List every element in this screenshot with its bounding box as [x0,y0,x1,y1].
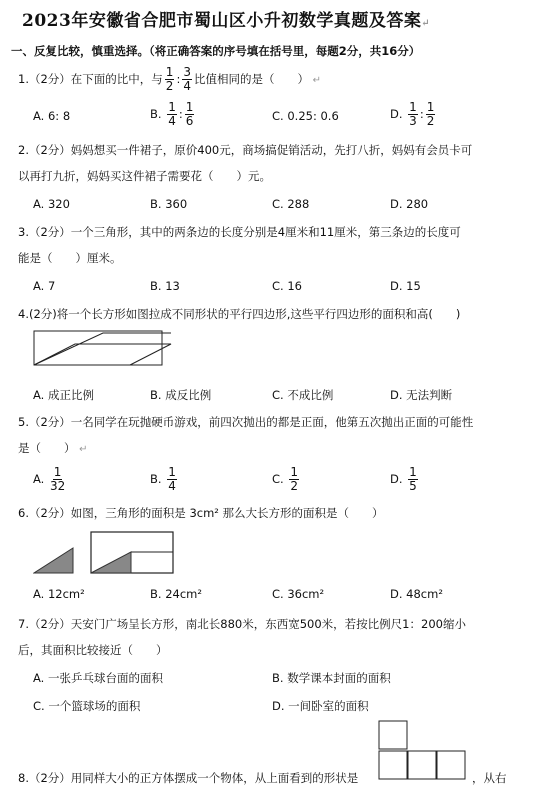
q7-option-b: B. 数学课本封面的面积 [272,671,391,685]
q4-option-c: C. 不成比例 [272,388,334,402]
triangle-rectangle-figure [33,530,183,576]
question-8-tail: ，从右 [472,771,507,785]
question-3-line-1: 3.（2分）一个三角形，其中的两条边的长度分别是4厘米和11厘米，第三条边的长度可 [18,225,461,239]
q2-option-a: A. 320 [33,197,70,211]
fraction: $\frac{1}{2}$ [165,65,174,93]
q4-option-a: A. 成正比例 [33,388,94,402]
q3-option-c: C. 16 [272,279,302,293]
top-view-figure [378,720,468,782]
q6-option-d: D. 48cm² [390,587,443,601]
q2-option-d: D. 280 [390,197,429,211]
q5-option-c: C. $\frac{1}{2}$ [272,465,298,493]
q3-option-d: D. 15 [390,279,421,293]
q7-option-a: A. 一张乒乓球台面的面积 [33,671,163,685]
q1-option-d: D. $\frac{1}{3}$ : $\frac{1}{2}$ [390,100,435,128]
question-6: 6.（2分）如图，三角形的面积是 3cm² 那么大长方形的面积是（ ） [18,506,384,520]
question-1: 1.（2分）在下面的比中，与 $\frac{1}{2}$ : $\frac{3}{4}$ 比值相同的是（ ） ↵ [18,65,321,93]
q1-option-a: A. 6: 8 [33,109,71,123]
q2-option-b: B. 360 [150,197,188,211]
question-3-line-2: 能是（ ）厘米。 [18,251,122,265]
question-5-line-1: 5.（2分）一名同学在玩抛硬币游戏，前四次抛出的都是正面，他第五次抛出正面的可能性 [18,415,474,429]
q5-option-b: B. $\frac{1}{4}$ [150,465,176,493]
q1-option-b: B. $\frac{1}{4}$ : $\frac{1}{6}$ [150,100,194,128]
question-7-line-1: 7.（2分）天安门广场呈长方形，南北长880米，东西宽500米，若按比例尺1：200缩小 [18,617,466,631]
q3-option-b: B. 13 [150,279,180,293]
q6-option-b: B. 24cm² [150,587,202,601]
question-5-line-2: 是（ ） ↵ [18,441,88,455]
question-7-line-2: 后，其面积比较接近（ ） [18,643,168,657]
q4-option-d: D. 无法判断 [390,388,453,402]
q6-option-c: C. 36cm² [272,587,325,601]
q3-option-a: A. 7 [33,279,56,293]
q5-option-d: D. $\frac{1}{5}$ [390,465,417,493]
parallelogram-figure [33,330,173,368]
q2-option-c: C. 288 [272,197,310,211]
question-4: 4.(2分)将一个长方形如图拉成不同形状的平行四边形,这些平行四边形的面积和高( ) [18,307,461,321]
q5-option-a: A. $\frac{1}{32}$ [33,465,66,493]
fraction: $\frac{3}{4}$ [183,65,191,93]
q4-option-b: B. 成反比例 [150,388,212,402]
page-title: 2023年安徽省合肥市蜀山区小升初数学真题及答案↵ [22,11,431,31]
q7-option-d: D. 一间卧室的面积 [272,699,369,713]
q7-option-c: C. 一个篮球场的面积 [33,699,141,713]
q1-option-c: C. 0.25: 0.6 [272,109,339,123]
question-2-line-1: 2.（2分）妈妈想买一件裙子，原价400元，商场搞促销活动，先打八折，妈妈有会员卡可 [18,143,473,157]
question-8: 8.（2分）用同样大小的正方体摆成一个物体，从上面看到的形状是 [18,771,359,785]
question-2-line-2: 以再打九折，妈妈买这件裙子需要花（ ）元。 [18,169,271,183]
section-heading: 一、反复比较，慎重选择。（将正确答案的序号填在括号里，每题2分，共16分） [11,44,421,58]
q6-option-a: A. 12cm² [33,587,85,601]
